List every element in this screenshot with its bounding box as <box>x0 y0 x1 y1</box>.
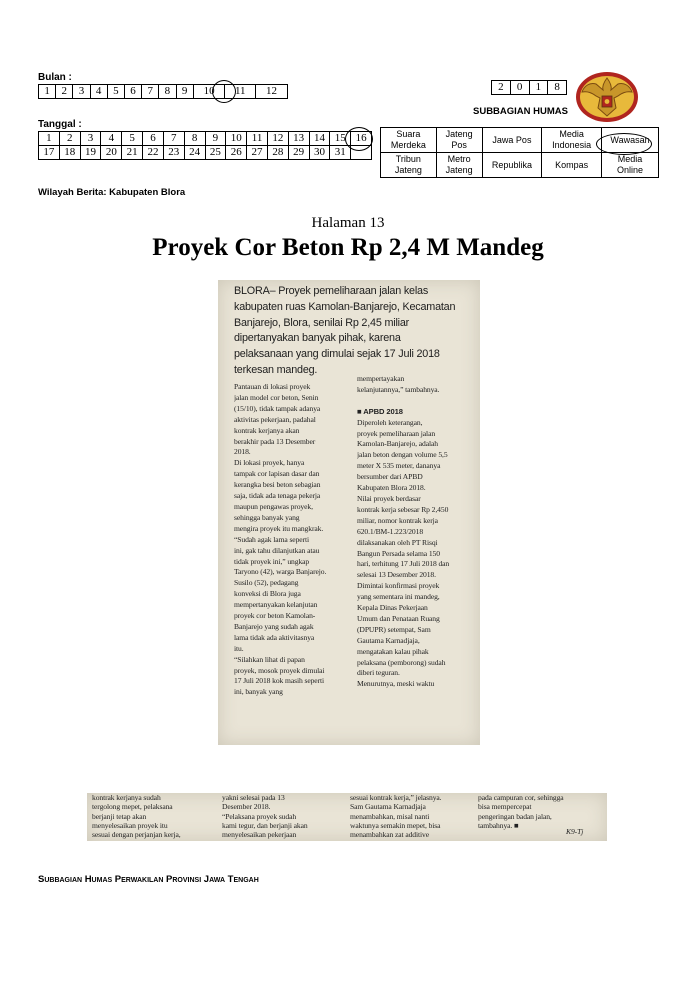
date-cell-21: 21 <box>122 146 143 160</box>
cont1-line: berjanji tetap akan <box>92 811 147 821</box>
cont2-line: “Pelaksana proyek sudah <box>222 811 297 821</box>
col1-line: (15/10), tidak tampak adanya <box>234 403 321 413</box>
date-cell-23: 23 <box>163 146 184 160</box>
cont1-line: tergolong mepet, pelaksana <box>92 802 173 812</box>
cont4-line: pengeringan badan jalan, <box>478 811 552 821</box>
col2-line: proyek pemeliharaan jalan <box>357 428 436 438</box>
date-cell-29: 29 <box>288 146 309 160</box>
col2-line: hari, terhitung 17 Juli 2018 dan <box>357 559 450 569</box>
col2-line: Nilai proyek berdasar <box>357 493 421 503</box>
col2-line <box>357 396 475 407</box>
date-cell-4: 4 <box>101 132 122 146</box>
date-cell-31: 31 <box>330 146 351 160</box>
media-suara-merdeka: Suara Merdeka <box>381 128 437 153</box>
date-cell-24: 24 <box>184 146 205 160</box>
col2-line: diberi teguran. <box>357 668 400 678</box>
month-cell-6: 6 <box>124 85 141 99</box>
col1-line: ini, gak tahu dilanjutkan atau <box>234 545 320 555</box>
col1-line: Pantauan di lokasi proyek <box>234 382 311 391</box>
col2-line: miliar, nomor kontrak kerja <box>357 515 438 525</box>
media-media-indonesia: Media Indonesia <box>542 128 602 153</box>
year-digit-8: 8 <box>548 81 567 95</box>
cont3-line: menambahkan, misal nanti <box>350 811 430 821</box>
col2-line: Bangun Persada selama 150 <box>357 548 440 558</box>
article-column-2 <box>357 374 475 690</box>
col2-line: yang sementara ini mandeg, <box>357 592 440 602</box>
month-cell-9: 9 <box>176 85 193 99</box>
selected-month-circle <box>212 80 236 103</box>
col2-line: ■ APBD 2018 <box>357 406 403 416</box>
col1-line: maupun pengawas proyek, <box>234 501 313 511</box>
date-cell-12: 12 <box>267 132 288 146</box>
lead-line: BLORA– Proyek pemeliharaan jalan kelas <box>234 285 429 297</box>
media-tribun-jateng: Tribun Jateng <box>381 153 437 178</box>
lead-line: pelaksanaan yang dimulai sejak 17 Juli 2018 <box>234 348 440 361</box>
media-media-online: Media Online <box>602 153 659 178</box>
col2-line: (DPUPR) setempat, Sam <box>357 624 431 634</box>
media-jateng-pos: Jateng Pos <box>436 128 482 153</box>
date-cell-10: 10 <box>226 132 247 146</box>
date-cell-9: 9 <box>205 132 226 146</box>
col2-line: mengatakan kalau pihak <box>357 646 429 656</box>
date-cell-11: 11 <box>247 132 268 146</box>
col1-line: Di lokasi proyek, hanya <box>234 458 305 468</box>
col1-line: proyek cor beton Kamolan- <box>234 611 316 621</box>
col1-line: aktivitas pekerjaan, padahal <box>234 414 316 424</box>
article-title: Proyek Cor Beton Rp 2,4 M Mandeg <box>152 234 544 261</box>
tanggal-label: Tanggal : <box>38 119 82 130</box>
month-cell-1: 1 <box>39 85 56 99</box>
month-cell-3: 3 <box>73 85 90 99</box>
bulan-label: Bulan : <box>38 72 72 83</box>
col1-line: berakhir pada 13 Desember <box>234 436 316 446</box>
garuda-emblem-icon <box>574 68 640 124</box>
date-cell-16: 16 <box>351 132 372 146</box>
col1-line: kerangka besi beton sebagian <box>234 480 321 490</box>
date-cell-1: 1 <box>39 132 60 146</box>
cont2-line: Desember 2018. <box>222 802 271 812</box>
col1-line: sehingga banyak yang <box>234 512 300 522</box>
cont2-line: kami tegur, dan berjanji akan <box>222 820 308 830</box>
col1-line: mempertanyakan kelanjutan <box>234 600 318 610</box>
selected-date-circle <box>345 127 373 151</box>
continuation-column-4 <box>478 793 603 830</box>
media-jawa-pos: Jawa Pos <box>482 128 542 153</box>
col2-line: kelanjutannya,” tambahnya. <box>357 384 440 394</box>
date-cell-20: 20 <box>101 146 122 160</box>
selected-media-circle <box>596 133 652 155</box>
col2-line: Dimintai konfirmasi proyek <box>357 581 440 591</box>
col1-line: Banjarejo yang sudah agak <box>234 621 314 631</box>
date-cell-30: 30 <box>309 146 330 160</box>
cont2-line: yakni selesai pada 13 <box>222 793 285 802</box>
col2-line: meter X 535 meter, dananya <box>357 461 441 471</box>
col1-line: tampak cor lapisan dasar dan <box>234 469 320 479</box>
col1-line: Taryono (42), warga Banjarejo. <box>234 567 327 577</box>
date-cell-17: 17 <box>39 146 60 160</box>
continuation-column-2 <box>222 793 342 839</box>
cont4-line: bisa mempercepat <box>478 802 532 812</box>
col1-line: itu. <box>234 643 244 653</box>
col1-line: tidak proyek ini,” ungkap <box>234 556 310 566</box>
month-grid <box>38 84 288 99</box>
col1-line: “Silahkan lihat di papan <box>234 654 305 664</box>
cont3-line: menambahkan zat additive <box>350 830 429 840</box>
cont2-line: menyelesaikan pekerjaan <box>222 830 297 840</box>
date-cell-14: 14 <box>309 132 330 146</box>
col1-line: 17 Juli 2018 kok masih seperti <box>234 676 325 686</box>
col2-line: Kamolan-Banjarejo, adalah <box>357 439 438 449</box>
lead-line: terkesan mandeg. <box>234 363 318 376</box>
media-metro-jateng: Metro Jateng <box>436 153 482 178</box>
col2-line: Kepala Dinas Pekerjaan <box>357 603 428 613</box>
col2-line: Gautama Karnadjaja, <box>357 635 420 645</box>
date-cell-28: 28 <box>267 146 288 160</box>
month-cell-11: 11 <box>225 85 256 99</box>
date-cell-22: 22 <box>143 146 164 160</box>
col1-line: proyek, mosok proyek dimulai <box>234 665 325 675</box>
page-number: Halaman 13 <box>311 215 385 231</box>
cont1-line: kontrak kerjanya sudah <box>92 793 161 802</box>
lead-line: kabupaten ruas Kamolan-Banjarejo, Kecamatan <box>234 300 456 313</box>
month-cell-7: 7 <box>142 85 159 99</box>
date-cell-3: 3 <box>80 132 101 146</box>
col1-line: saja, tidak ada tenaga pekerja <box>234 491 321 501</box>
month-cell-4: 4 <box>90 85 107 99</box>
date-cell-27: 27 <box>247 146 268 160</box>
month-cell-5: 5 <box>107 85 124 99</box>
year-digit-2: 2 <box>492 81 511 95</box>
year-grid <box>491 80 567 95</box>
year-digit-1: 1 <box>529 81 548 95</box>
cont4-line: tambahnya. ■ <box>478 820 519 830</box>
media-republika: Republika <box>482 153 542 178</box>
cont3-line: sesuai kontrak kerja,” jelasnya. <box>350 793 442 802</box>
col2-line: Umum dan Penataan Ruang <box>357 613 440 623</box>
col2-line: Diperoleh keterangan, <box>357 417 423 427</box>
cont3-line: waktunya semakin mepet, bisa <box>350 820 441 830</box>
lead-line: Banjarejo, Blora, senilai Rp 2,45 miliar <box>234 316 410 329</box>
col1-line: mengira proyek itu mangkrak. <box>234 523 324 533</box>
footer-org: Subbagian Humas Perwakilan Provinsi Jawa Tengah <box>38 874 259 885</box>
date-cell-5: 5 <box>122 132 143 146</box>
col2-line: dilaksanakan oleh PT Risqi <box>357 537 438 547</box>
date-cell-6: 6 <box>143 132 164 146</box>
month-cell-12: 12 <box>256 85 288 99</box>
date-cell-26: 26 <box>226 146 247 160</box>
date-cell-18: 18 <box>59 146 80 160</box>
date-cell-19: 19 <box>80 146 101 160</box>
article-lead <box>234 284 474 379</box>
media-wawasan-label: Wawasan <box>610 134 650 145</box>
col1-line: 2018. <box>234 447 251 457</box>
cont1-line: menyelesaikan proyek itu <box>92 820 168 830</box>
year-digit-0: 0 <box>510 81 529 95</box>
col1-line: lama tidak ada aktivitasnya <box>234 632 315 642</box>
date-grid <box>38 131 372 160</box>
col2-line: mempertayakan <box>357 374 405 383</box>
col2-line: bersumber dari APBD <box>357 472 423 482</box>
col2-line: jalan beton dengan volume 5,5 <box>357 450 448 460</box>
col2-line: Menurutnya, meski waktu <box>357 679 435 689</box>
date-cell-13: 13 <box>288 132 309 146</box>
continuation-column-1 <box>92 793 214 839</box>
col1-line: “Sudah agak lama seperti <box>234 534 309 544</box>
byline: K9-Tj <box>566 827 584 836</box>
cont1-line: sesuai dengan perjanjan kerja, <box>92 830 181 840</box>
col2-line: pelaksana (pemborong) sudah <box>357 657 446 667</box>
continuation-column-3 <box>350 793 472 839</box>
col1-line: kontrak kerjanya akan <box>234 425 300 435</box>
date-cell-2: 2 <box>59 132 80 146</box>
col1-line: jalan model cor beton, Senin <box>234 392 319 402</box>
month-cell-10: 10 <box>193 85 225 99</box>
date-cell-8: 8 <box>184 132 205 146</box>
col1-line: konveksi di Blora juga <box>234 589 301 599</box>
col1-line: ini, banyak yang <box>234 687 283 697</box>
col2-line: Kabupaten Blora 2018. <box>357 483 426 493</box>
media-kompas: Kompas <box>542 153 602 178</box>
cont4-line: pada campuran cor, sehingga <box>478 793 564 802</box>
date-cell-15: 15 <box>330 132 351 146</box>
org-label: SUBBAGIAN HUMAS <box>473 106 568 117</box>
col1-line: Susilo (52), pedagang <box>234 578 299 588</box>
cont3-line: Sam Gautama Karnadjaja <box>350 802 426 812</box>
article-column-1 <box>234 382 352 698</box>
col2-line: kontrak kerja sebesar Rp 2,450 <box>357 504 449 514</box>
month-cell-2: 2 <box>56 85 73 99</box>
col2-line: 620.1/BM-1.223/2018 <box>357 526 424 536</box>
date-cell-25: 25 <box>205 146 226 160</box>
month-cell-8: 8 <box>159 85 176 99</box>
date-cell-7: 7 <box>163 132 184 146</box>
wilayah-label: Wilayah Berita: Kabupaten Blora <box>38 187 186 198</box>
col2-line: selesai 13 Desember 2018. <box>357 570 436 580</box>
lead-line: dipertanyakan banyak pihak, karena <box>234 332 401 345</box>
